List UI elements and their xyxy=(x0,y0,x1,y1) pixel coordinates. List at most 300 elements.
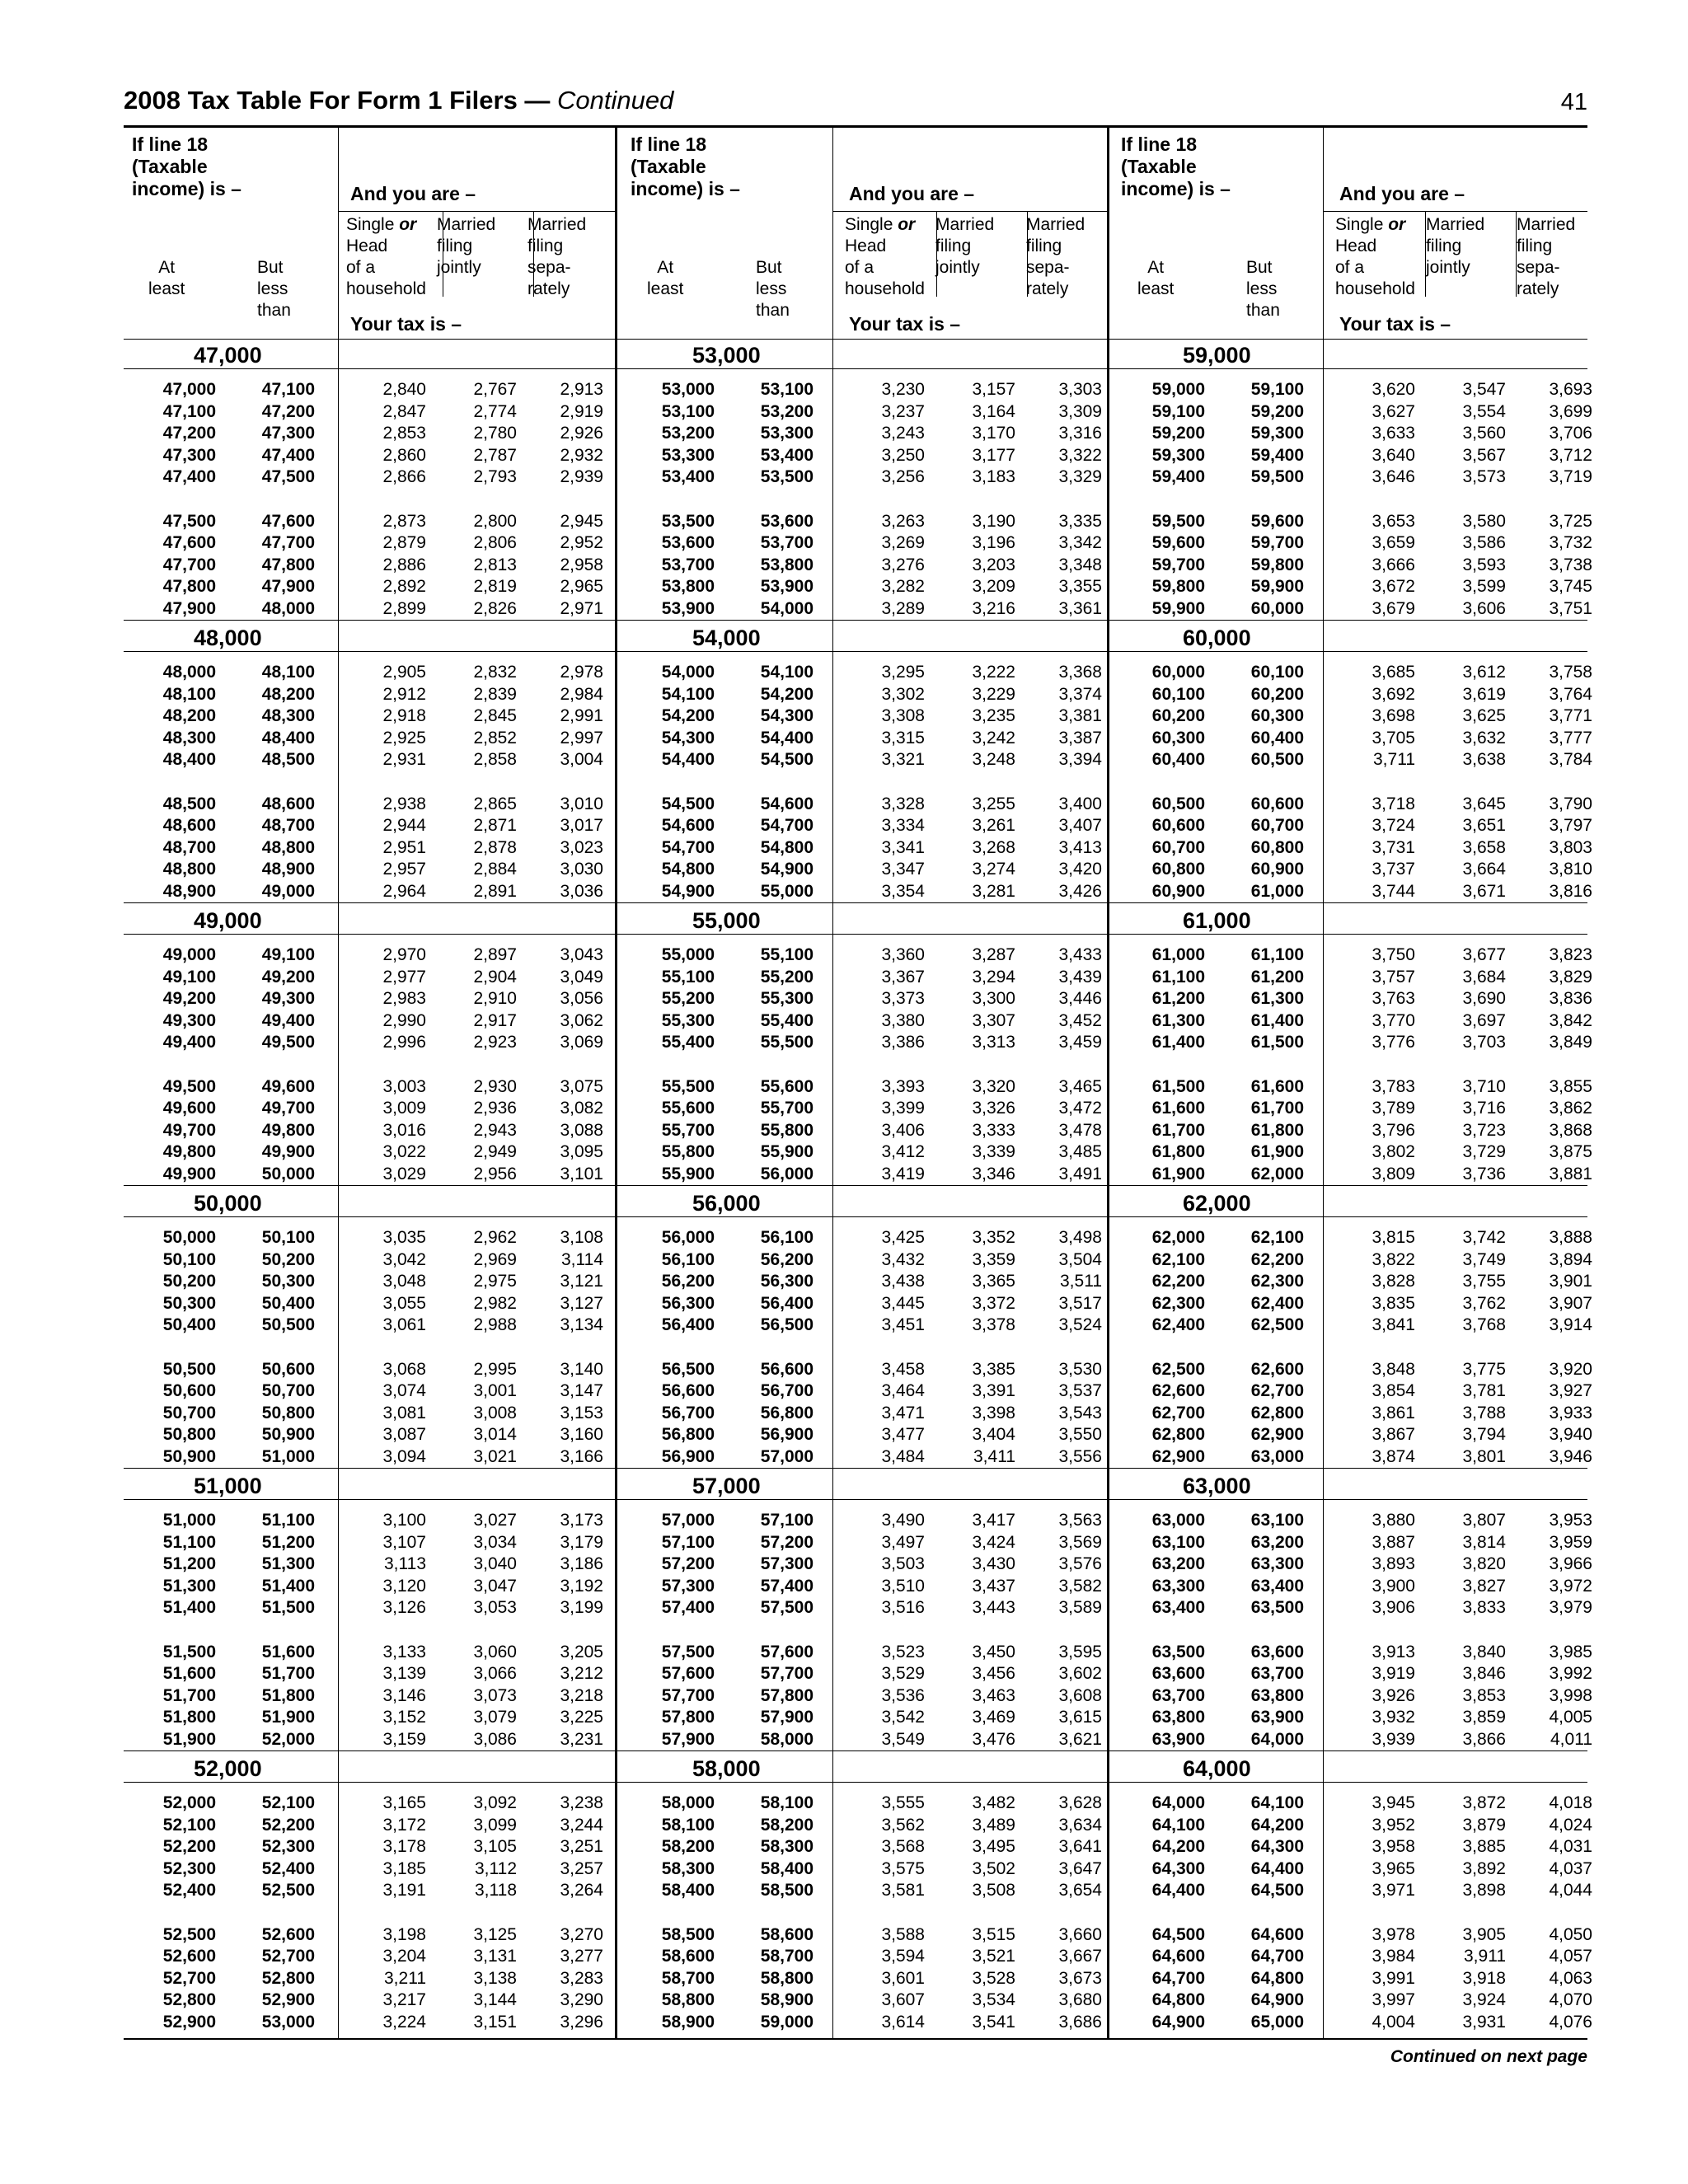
single-tax-value: 3,581 xyxy=(881,1881,925,1900)
table-row xyxy=(1113,1836,1599,1858)
single-tax-value: 3,419 xyxy=(881,1164,925,1183)
single-tax-value: 3,048 xyxy=(382,1272,426,1291)
joint-tax-value: 3,658 xyxy=(1462,837,1506,857)
separate-tax-value: 4,037 xyxy=(1549,1858,1592,1878)
single-tax-value: 3,341 xyxy=(881,837,925,857)
at-least-value: 50,300 xyxy=(162,1293,216,1313)
joint-tax-value: 3,040 xyxy=(473,1554,517,1573)
but-less-than-value: 63,400 xyxy=(1250,1576,1304,1596)
table-row xyxy=(1113,1359,1599,1380)
single-tax-value: 3,568 xyxy=(881,1837,925,1856)
but-less-than-value: 62,900 xyxy=(1250,1425,1304,1444)
but-less-than-value: 56,400 xyxy=(760,1293,814,1313)
at-least-value: 61,800 xyxy=(1151,1142,1205,1161)
single-tax-value: 3,763 xyxy=(1372,989,1415,1008)
separate-tax-value: 4,005 xyxy=(1549,1708,1592,1727)
married-jointly-label: Married filing jointly xyxy=(437,215,496,277)
but-less-than-value: 49,200 xyxy=(261,967,315,987)
joint-tax-value: 3,086 xyxy=(473,1729,517,1749)
table-row xyxy=(1113,1227,1599,1249)
at-least-value: 61,200 xyxy=(1151,989,1205,1008)
separate-tax-value: 3,095 xyxy=(560,1142,603,1161)
table-row xyxy=(124,1098,610,1119)
single-tax-value: 3,971 xyxy=(1372,1881,1415,1900)
single-tax-value: 3,828 xyxy=(1372,1272,1415,1291)
at-least-value: 49,700 xyxy=(162,1120,216,1140)
but-less-than-value: 59,900 xyxy=(1250,577,1304,596)
section-heading: 60,000 xyxy=(1183,626,1251,650)
table-row xyxy=(622,2012,1109,2033)
joint-tax-value: 2,819 xyxy=(473,577,517,596)
but-less-than-value: 48,400 xyxy=(261,728,315,748)
single-tax-value: 3,627 xyxy=(1372,401,1415,421)
separate-tax-value: 2,919 xyxy=(560,401,603,421)
joint-tax-value: 2,936 xyxy=(473,1099,517,1118)
single-tax-value: 3,074 xyxy=(382,1381,426,1400)
table-row xyxy=(1113,988,1599,1010)
at-least-value: 59,100 xyxy=(1151,401,1205,421)
but-less-than-value: 62,800 xyxy=(1250,1403,1304,1422)
separate-tax-value: 3,602 xyxy=(1058,1664,1102,1683)
single-tax-value: 3,230 xyxy=(881,380,925,399)
separate-tax-value: 3,296 xyxy=(560,2012,603,2032)
separate-tax-value: 3,569 xyxy=(1058,1532,1102,1552)
but-less-than-value: 50,500 xyxy=(261,1315,315,1334)
but-less-than-value: 47,400 xyxy=(261,445,315,465)
single-tax-value: 3,822 xyxy=(1372,1249,1415,1269)
joint-tax-value: 2,943 xyxy=(473,1120,517,1140)
at-least-value: 47,800 xyxy=(162,577,216,596)
single-tax-value: 3,445 xyxy=(881,1293,925,1313)
table-row xyxy=(1113,1510,1599,1531)
single-tax-value: 3,653 xyxy=(1372,511,1415,531)
table-row xyxy=(124,423,610,444)
but-less-than-value: 49,700 xyxy=(261,1099,315,1118)
at-least-value: 47,700 xyxy=(162,555,216,574)
single-tax-value: 3,055 xyxy=(382,1293,426,1313)
but-less-than-value: 60,200 xyxy=(1250,684,1304,704)
at-least-value: 61,600 xyxy=(1151,1099,1205,1118)
but-less-than-value: 53,200 xyxy=(760,401,814,421)
joint-tax-value: 3,697 xyxy=(1462,1010,1506,1030)
but-less-than-value: 47,300 xyxy=(261,424,315,443)
separate-tax-value: 3,420 xyxy=(1058,860,1102,879)
joint-tax-value: 3,495 xyxy=(972,1837,1015,1856)
at-least-value: 64,000 xyxy=(1151,1793,1205,1812)
separate-tax-value: 3,933 xyxy=(1549,1403,1592,1422)
separate-tax-value: 2,984 xyxy=(560,684,603,704)
but-less-than-value: 50,200 xyxy=(261,1249,315,1269)
table-row xyxy=(1113,1403,1599,1424)
separate-tax-value: 3,322 xyxy=(1058,445,1102,465)
single-tax-value: 3,347 xyxy=(881,860,925,879)
single-tax-value: 3,354 xyxy=(881,881,925,901)
but-less-than-value: 56,900 xyxy=(760,1425,814,1444)
but-less-than-value: 48,300 xyxy=(261,706,315,725)
but-less-than-label: But less than xyxy=(756,258,790,320)
separate-tax-value: 3,888 xyxy=(1549,1228,1592,1247)
but-less-than-value: 58,300 xyxy=(760,1837,814,1856)
filing-status-header-rule xyxy=(1323,211,1587,212)
but-less-than-value: 49,000 xyxy=(261,881,315,901)
joint-tax-value: 3,515 xyxy=(972,1924,1015,1944)
at-least-value: 53,000 xyxy=(661,380,715,399)
single-tax-value: 3,159 xyxy=(382,1729,426,1749)
at-least-value: 56,800 xyxy=(661,1425,715,1444)
but-less-than-value: 61,400 xyxy=(1250,1010,1304,1030)
at-least-value: 62,900 xyxy=(1151,1446,1205,1466)
separate-tax-value: 3,459 xyxy=(1058,1033,1102,1052)
table-row xyxy=(1113,967,1599,988)
joint-tax-value: 3,443 xyxy=(972,1598,1015,1617)
single-tax-value: 3,490 xyxy=(881,1511,925,1530)
separate-tax-value: 3,186 xyxy=(560,1554,603,1573)
single-tax-value: 3,913 xyxy=(1372,1642,1415,1661)
single-tax-value: 3,601 xyxy=(881,1968,925,1988)
single-tax-value: 3,289 xyxy=(881,598,925,618)
but-less-than-value: 59,000 xyxy=(760,2012,814,2032)
separate-tax-value: 3,855 xyxy=(1549,1076,1592,1096)
table-row xyxy=(1113,1815,1599,1836)
but-less-than-value: 51,600 xyxy=(261,1642,315,1661)
joint-tax-value: 3,138 xyxy=(473,1968,517,1988)
table-row xyxy=(1113,749,1599,771)
joint-tax-value: 3,287 xyxy=(972,945,1015,964)
at-least-value: 60,600 xyxy=(1151,816,1205,835)
joint-tax-value: 3,892 xyxy=(1462,1858,1506,1878)
joint-tax-value: 3,489 xyxy=(972,1815,1015,1835)
at-least-value: 54,900 xyxy=(661,881,715,901)
at-least-value: 48,800 xyxy=(162,860,216,879)
table-row xyxy=(124,988,610,1010)
table-row xyxy=(124,1359,610,1380)
single-tax-value: 3,282 xyxy=(881,577,925,596)
separate-tax-value: 3,277 xyxy=(560,1947,603,1966)
table-row xyxy=(622,1032,1109,1053)
single-tax-value: 3,399 xyxy=(881,1099,925,1118)
but-less-than-value: 63,000 xyxy=(1250,1446,1304,1466)
at-least-value: 60,800 xyxy=(1151,860,1205,879)
at-least-value: 55,400 xyxy=(661,1033,715,1052)
single-tax-value: 3,178 xyxy=(382,1837,426,1856)
filing-status-header-rule xyxy=(832,211,1107,212)
joint-tax-value: 3,216 xyxy=(972,598,1015,618)
joint-tax-value: 2,806 xyxy=(473,533,517,552)
at-least-value: 52,300 xyxy=(162,1858,216,1878)
single-tax-value: 3,958 xyxy=(1372,1837,1415,1856)
but-less-than-value: 51,000 xyxy=(261,1446,315,1466)
single-tax-value: 3,022 xyxy=(382,1142,426,1161)
section-heading: 63,000 xyxy=(1183,1474,1251,1498)
single-tax-value: 2,860 xyxy=(382,445,426,465)
single-tax-value: 2,873 xyxy=(382,511,426,531)
table-row xyxy=(622,1836,1109,1858)
at-least-label: At least xyxy=(148,258,185,298)
separate-tax-value: 3,114 xyxy=(561,1249,603,1269)
separate-tax-value: 3,998 xyxy=(1549,1685,1592,1705)
separate-tax-value: 3,472 xyxy=(1058,1099,1102,1118)
single-tax-value: 3,841 xyxy=(1372,1315,1415,1334)
but-less-than-value: 51,300 xyxy=(261,1554,315,1573)
single-tax-value: 3,003 xyxy=(382,1076,426,1096)
separate-tax-value: 3,153 xyxy=(560,1403,603,1422)
at-least-value: 60,500 xyxy=(1151,794,1205,813)
at-least-value: 48,000 xyxy=(162,663,216,682)
but-less-than-value: 60,100 xyxy=(1250,663,1304,682)
table-row xyxy=(1113,576,1599,598)
table-row xyxy=(124,598,610,620)
but-less-than-value: 52,200 xyxy=(261,1815,315,1835)
joint-tax-value: 3,398 xyxy=(972,1403,1015,1422)
at-least-value: 52,400 xyxy=(162,1881,216,1900)
table-row xyxy=(124,749,610,771)
separate-tax-value: 3,140 xyxy=(560,1359,603,1379)
but-less-than-value: 55,700 xyxy=(760,1099,814,1118)
separate-tax-value: 2,939 xyxy=(560,467,603,486)
but-less-than-value: 48,500 xyxy=(261,750,315,769)
table-row xyxy=(622,1532,1109,1554)
at-least-value: 56,600 xyxy=(661,1381,715,1400)
but-less-than-value: 55,200 xyxy=(760,967,814,987)
your-tax-is-label: Your tax is – xyxy=(849,313,961,335)
at-least-value: 48,300 xyxy=(162,728,216,748)
single-tax-value: 3,328 xyxy=(881,794,925,813)
and-you-are-label: And you are – xyxy=(849,183,975,204)
but-less-than-value: 57,100 xyxy=(760,1511,814,1530)
at-least-value: 62,400 xyxy=(1151,1315,1205,1334)
single-tax-value: 3,165 xyxy=(382,1793,426,1812)
at-least-value: 57,000 xyxy=(661,1511,715,1530)
single-tax-value: 3,191 xyxy=(382,1881,426,1900)
joint-tax-value: 3,924 xyxy=(1462,1990,1506,2009)
single-tax-value: 3,848 xyxy=(1372,1359,1415,1379)
separate-tax-value: 3,160 xyxy=(560,1425,603,1444)
separate-tax-value: 3,030 xyxy=(560,860,603,879)
single-head-label xyxy=(845,214,925,300)
and-you-are-label: And you are – xyxy=(1339,183,1465,204)
single-tax-value: 3,516 xyxy=(881,1598,925,1617)
joint-tax-value: 2,982 xyxy=(473,1293,517,1313)
joint-tax-value: 3,645 xyxy=(1462,794,1506,813)
but-less-than-value: 57,200 xyxy=(760,1532,814,1552)
but-less-than-value: 50,000 xyxy=(261,1164,315,1183)
but-less-than-value: 61,200 xyxy=(1250,967,1304,987)
separate-tax-value: 3,309 xyxy=(1058,401,1102,421)
at-least-value: 54,400 xyxy=(661,750,715,769)
but-less-than-value: 64,000 xyxy=(1250,1729,1304,1749)
but-less-than-value: 62,300 xyxy=(1250,1272,1304,1291)
joint-tax-value: 3,586 xyxy=(1462,533,1506,552)
table-row xyxy=(124,705,610,727)
single-tax-value: 3,438 xyxy=(881,1272,925,1291)
table-row xyxy=(1113,881,1599,902)
but-less-than-value: 55,300 xyxy=(760,989,814,1008)
but-less-than-value: 54,500 xyxy=(760,750,814,769)
single-tax-value: 2,964 xyxy=(382,881,426,901)
but-less-than-value: 60,400 xyxy=(1250,728,1304,748)
single-tax-value: 3,991 xyxy=(1372,1968,1415,1988)
but-less-than-value: 47,500 xyxy=(261,467,315,486)
joint-tax-value: 3,203 xyxy=(972,555,1015,574)
table-row xyxy=(1113,1707,1599,1728)
joint-tax-value: 3,463 xyxy=(972,1685,1015,1705)
single-tax-value: 2,912 xyxy=(382,684,426,704)
single-tax-value: 3,646 xyxy=(1372,467,1415,486)
joint-tax-value: 3,482 xyxy=(972,1793,1015,1812)
joint-tax-value: 3,814 xyxy=(1462,1532,1506,1552)
joint-tax-value: 2,891 xyxy=(473,881,517,901)
single-tax-value: 2,879 xyxy=(382,533,426,552)
but-less-than-value: 55,800 xyxy=(760,1120,814,1140)
single-tax-value: 3,308 xyxy=(881,706,925,725)
separate-tax-value: 3,719 xyxy=(1549,467,1592,486)
married-separately-label: Married filing sepa- rately xyxy=(1517,215,1576,298)
but-less-than-value: 50,400 xyxy=(261,1293,315,1313)
table-row xyxy=(622,1880,1109,1901)
table-row xyxy=(124,1510,610,1531)
table-row xyxy=(1113,1076,1599,1098)
at-least-value: 64,300 xyxy=(1151,1858,1205,1878)
but-less-than-value: 47,100 xyxy=(261,380,315,399)
joint-tax-value: 3,326 xyxy=(972,1099,1015,1118)
at-least-value: 56,100 xyxy=(661,1249,715,1269)
your-tax-is-label: Your tax is – xyxy=(1339,313,1451,335)
at-least-value: 49,200 xyxy=(162,989,216,1008)
joint-tax-value: 2,767 xyxy=(473,380,517,399)
but-less-than-value: 53,900 xyxy=(760,577,814,596)
at-least-value: 61,000 xyxy=(1151,945,1205,964)
separate-tax-value: 3,199 xyxy=(560,1598,603,1617)
single-tax-value: 3,009 xyxy=(382,1099,426,1118)
table-bottom-rule xyxy=(124,2038,1587,2040)
at-least-value: 63,900 xyxy=(1151,1729,1205,1749)
single-tax-value: 3,068 xyxy=(382,1359,426,1379)
but-less-than-value: 52,000 xyxy=(261,1729,315,1749)
joint-tax-value: 3,619 xyxy=(1462,684,1506,704)
table-row xyxy=(622,379,1109,401)
at-least-value: 47,900 xyxy=(162,598,216,618)
table-row xyxy=(1113,1532,1599,1554)
joint-tax-value: 3,131 xyxy=(473,1947,517,1966)
joint-tax-value: 3,008 xyxy=(473,1403,517,1422)
table-row xyxy=(124,944,610,966)
separate-tax-value: 3,368 xyxy=(1058,663,1102,682)
joint-tax-value: 3,248 xyxy=(972,750,1015,769)
at-least-value: 57,300 xyxy=(661,1576,715,1596)
but-less-than-value: 52,100 xyxy=(261,1793,315,1812)
table-row xyxy=(622,1315,1109,1336)
separate-tax-value: 3,381 xyxy=(1058,706,1102,725)
at-least-value: 63,300 xyxy=(1151,1576,1205,1596)
but-less-than-value: 62,400 xyxy=(1250,1293,1304,1313)
but-less-than-value: 48,100 xyxy=(261,663,315,682)
separate-tax-value: 3,628 xyxy=(1058,1793,1102,1812)
but-less-than-value: 64,600 xyxy=(1250,1924,1304,1944)
separate-tax-value: 3,751 xyxy=(1549,598,1592,618)
separate-tax-value: 3,173 xyxy=(560,1511,603,1530)
at-least-value: 48,100 xyxy=(162,684,216,704)
joint-tax-value: 2,923 xyxy=(473,1033,517,1052)
separate-tax-value: 3,745 xyxy=(1549,577,1592,596)
table-row xyxy=(622,1968,1109,1990)
joint-tax-value: 3,170 xyxy=(972,424,1015,443)
at-least-value: 60,700 xyxy=(1151,837,1205,857)
separate-tax-value: 2,958 xyxy=(560,555,603,574)
separate-tax-value: 3,049 xyxy=(560,967,603,987)
table-row xyxy=(124,881,610,902)
joint-tax-value: 3,560 xyxy=(1462,424,1506,443)
at-least-value: 50,500 xyxy=(162,1359,216,1379)
but-less-than-value: 62,600 xyxy=(1250,1359,1304,1379)
but-less-than-value: 58,900 xyxy=(760,1990,814,2009)
table-row xyxy=(124,1227,610,1249)
at-least-value: 48,400 xyxy=(162,750,216,769)
single-tax-value: 3,978 xyxy=(1372,1924,1415,1944)
at-least-value: 62,100 xyxy=(1151,1249,1205,1269)
table-row xyxy=(622,1576,1109,1597)
single-tax-value: 3,588 xyxy=(881,1924,925,1944)
joint-tax-value: 3,333 xyxy=(972,1120,1015,1140)
joint-tax-value: 2,826 xyxy=(473,598,517,618)
but-less-than-value: 54,700 xyxy=(760,816,814,835)
joint-tax-value: 3,079 xyxy=(473,1708,517,1727)
table-row xyxy=(124,1946,610,1967)
at-least-value: 49,400 xyxy=(162,1033,216,1052)
but-less-than-value: 54,300 xyxy=(760,706,814,725)
joint-tax-value: 3,593 xyxy=(1462,555,1506,574)
single-tax-value: 2,983 xyxy=(382,989,426,1008)
table-row xyxy=(124,1793,610,1814)
separate-tax-value: 3,589 xyxy=(1058,1598,1102,1617)
but-less-than-value: 56,600 xyxy=(760,1359,814,1379)
table-row xyxy=(124,1424,610,1446)
table-row xyxy=(622,1707,1109,1728)
separate-tax-value: 3,771 xyxy=(1549,706,1592,725)
but-less-than-value: 61,000 xyxy=(1250,881,1304,901)
at-least-value: 50,400 xyxy=(162,1315,216,1334)
table-row xyxy=(124,1663,610,1685)
but-less-than-value: 58,200 xyxy=(760,1815,814,1835)
separate-tax-value: 3,491 xyxy=(1058,1164,1102,1183)
joint-tax-value: 3,885 xyxy=(1462,1837,1506,1856)
table-row xyxy=(1113,1315,1599,1336)
but-less-than-value: 56,500 xyxy=(760,1315,814,1334)
separate-tax-value: 3,966 xyxy=(1549,1554,1592,1573)
single-tax-value: 3,243 xyxy=(881,424,925,443)
table-row xyxy=(622,466,1109,488)
separate-tax-value: 3,205 xyxy=(560,1642,603,1661)
but-less-than-value: 47,600 xyxy=(261,511,315,531)
at-least-value: 47,300 xyxy=(162,445,216,465)
single-tax-value: 2,866 xyxy=(382,467,426,486)
separate-tax-value: 3,842 xyxy=(1549,1010,1592,1030)
separate-tax-value: 3,881 xyxy=(1549,1164,1592,1183)
but-less-than-value: 61,600 xyxy=(1250,1076,1304,1096)
single-tax-value: 3,887 xyxy=(1372,1532,1415,1552)
but-less-than-value: 64,900 xyxy=(1250,1990,1304,2009)
but-less-than-value: 49,900 xyxy=(261,1142,315,1161)
but-less-than-value: 61,500 xyxy=(1250,1033,1304,1052)
table-row xyxy=(622,1793,1109,1814)
table-row xyxy=(124,1446,610,1468)
single-tax-value: 3,809 xyxy=(1372,1164,1415,1183)
table-row xyxy=(622,445,1109,466)
at-least-value: 63,500 xyxy=(1151,1642,1205,1661)
single-tax-value: 2,925 xyxy=(382,728,426,748)
joint-tax-value: 2,949 xyxy=(473,1142,517,1161)
but-less-than-value: 53,800 xyxy=(760,555,814,574)
section-divider xyxy=(124,902,1587,903)
